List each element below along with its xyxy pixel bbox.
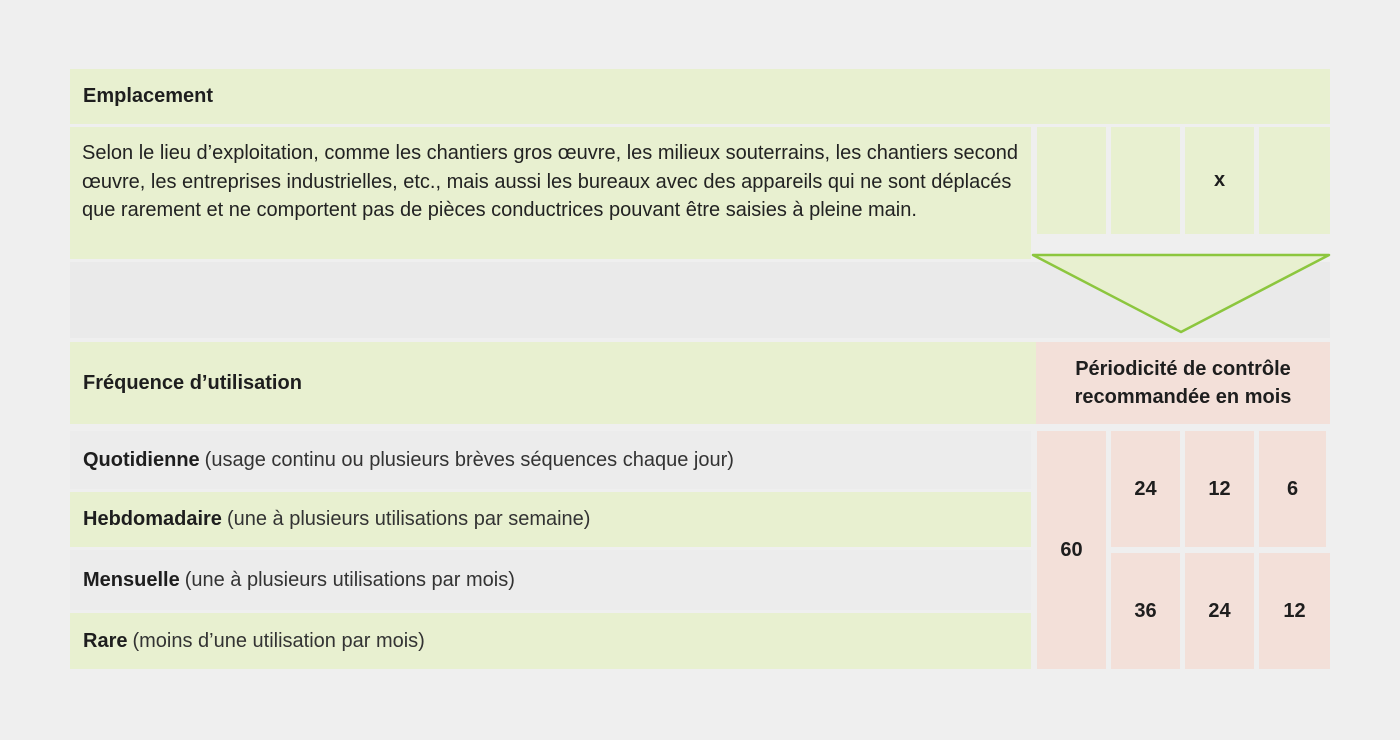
freq-row-desc: (usage continu ou plusieurs brèves séquences chaque jour) (204, 448, 734, 471)
freq-row-bold: Quotidienne (83, 448, 200, 471)
periodicite-header (1036, 342, 1330, 424)
down-arrow-icon (1031, 252, 1331, 336)
freq-row-mensuelle (70, 550, 1031, 610)
freq-row-desc: (moins d’une utilisation par mois) (132, 629, 425, 652)
freq-row-rare (70, 613, 1031, 669)
emplacement-description: Selon le lieu d’exploitation, comme les chantiers gros œuvre, les milieux souterrains, les chantiers second œuvre, les entreprises industrielles, etc., mais aussi les bureaux avec des appareils qui ne sont déplacés que rarement et ne comportent pas de pièces conductrices pouvant être saisies à pleine main. (70, 127, 1031, 259)
mark-cell-1 (1037, 127, 1106, 234)
value-cell-bottom-1: 36 (1111, 553, 1180, 669)
value-cell-col1: 60 (1037, 431, 1106, 669)
mark-cell-3: x (1185, 127, 1254, 234)
value-cell-top-1: 24 (1111, 431, 1180, 547)
freq-row-bold: Mensuelle (83, 568, 180, 591)
value-cell-bottom-3: 12 (1259, 553, 1330, 669)
periodicite-header-label: Périodicité de contrôle recommandée en mois (1074, 358, 1292, 408)
freq-row-desc: (une à plusieurs utilisations par mois) (184, 568, 515, 591)
freq-row-bold: Rare (83, 629, 128, 652)
freq-row-desc: (une à plusieurs utilisations par semaine) (226, 508, 591, 530)
frequence-header-label: Fréquence d’utilisation (83, 371, 302, 394)
emplacement-header (70, 69, 1330, 124)
freq-row-quotidienne (70, 431, 1031, 489)
frequence-header (70, 342, 1036, 424)
value-cell-top-3: 6 (1259, 431, 1326, 547)
mark-cell-4 (1259, 127, 1330, 234)
freq-row-bold: Hebdomadaire (83, 508, 222, 530)
mark-cell-2 (1111, 127, 1180, 234)
emplacement-header-label: Emplacement (83, 85, 214, 107)
value-cell-bottom-2: 24 (1185, 553, 1254, 669)
freq-row-hebdomadaire (70, 492, 1031, 547)
value-cell-top-2: 12 (1185, 431, 1254, 547)
